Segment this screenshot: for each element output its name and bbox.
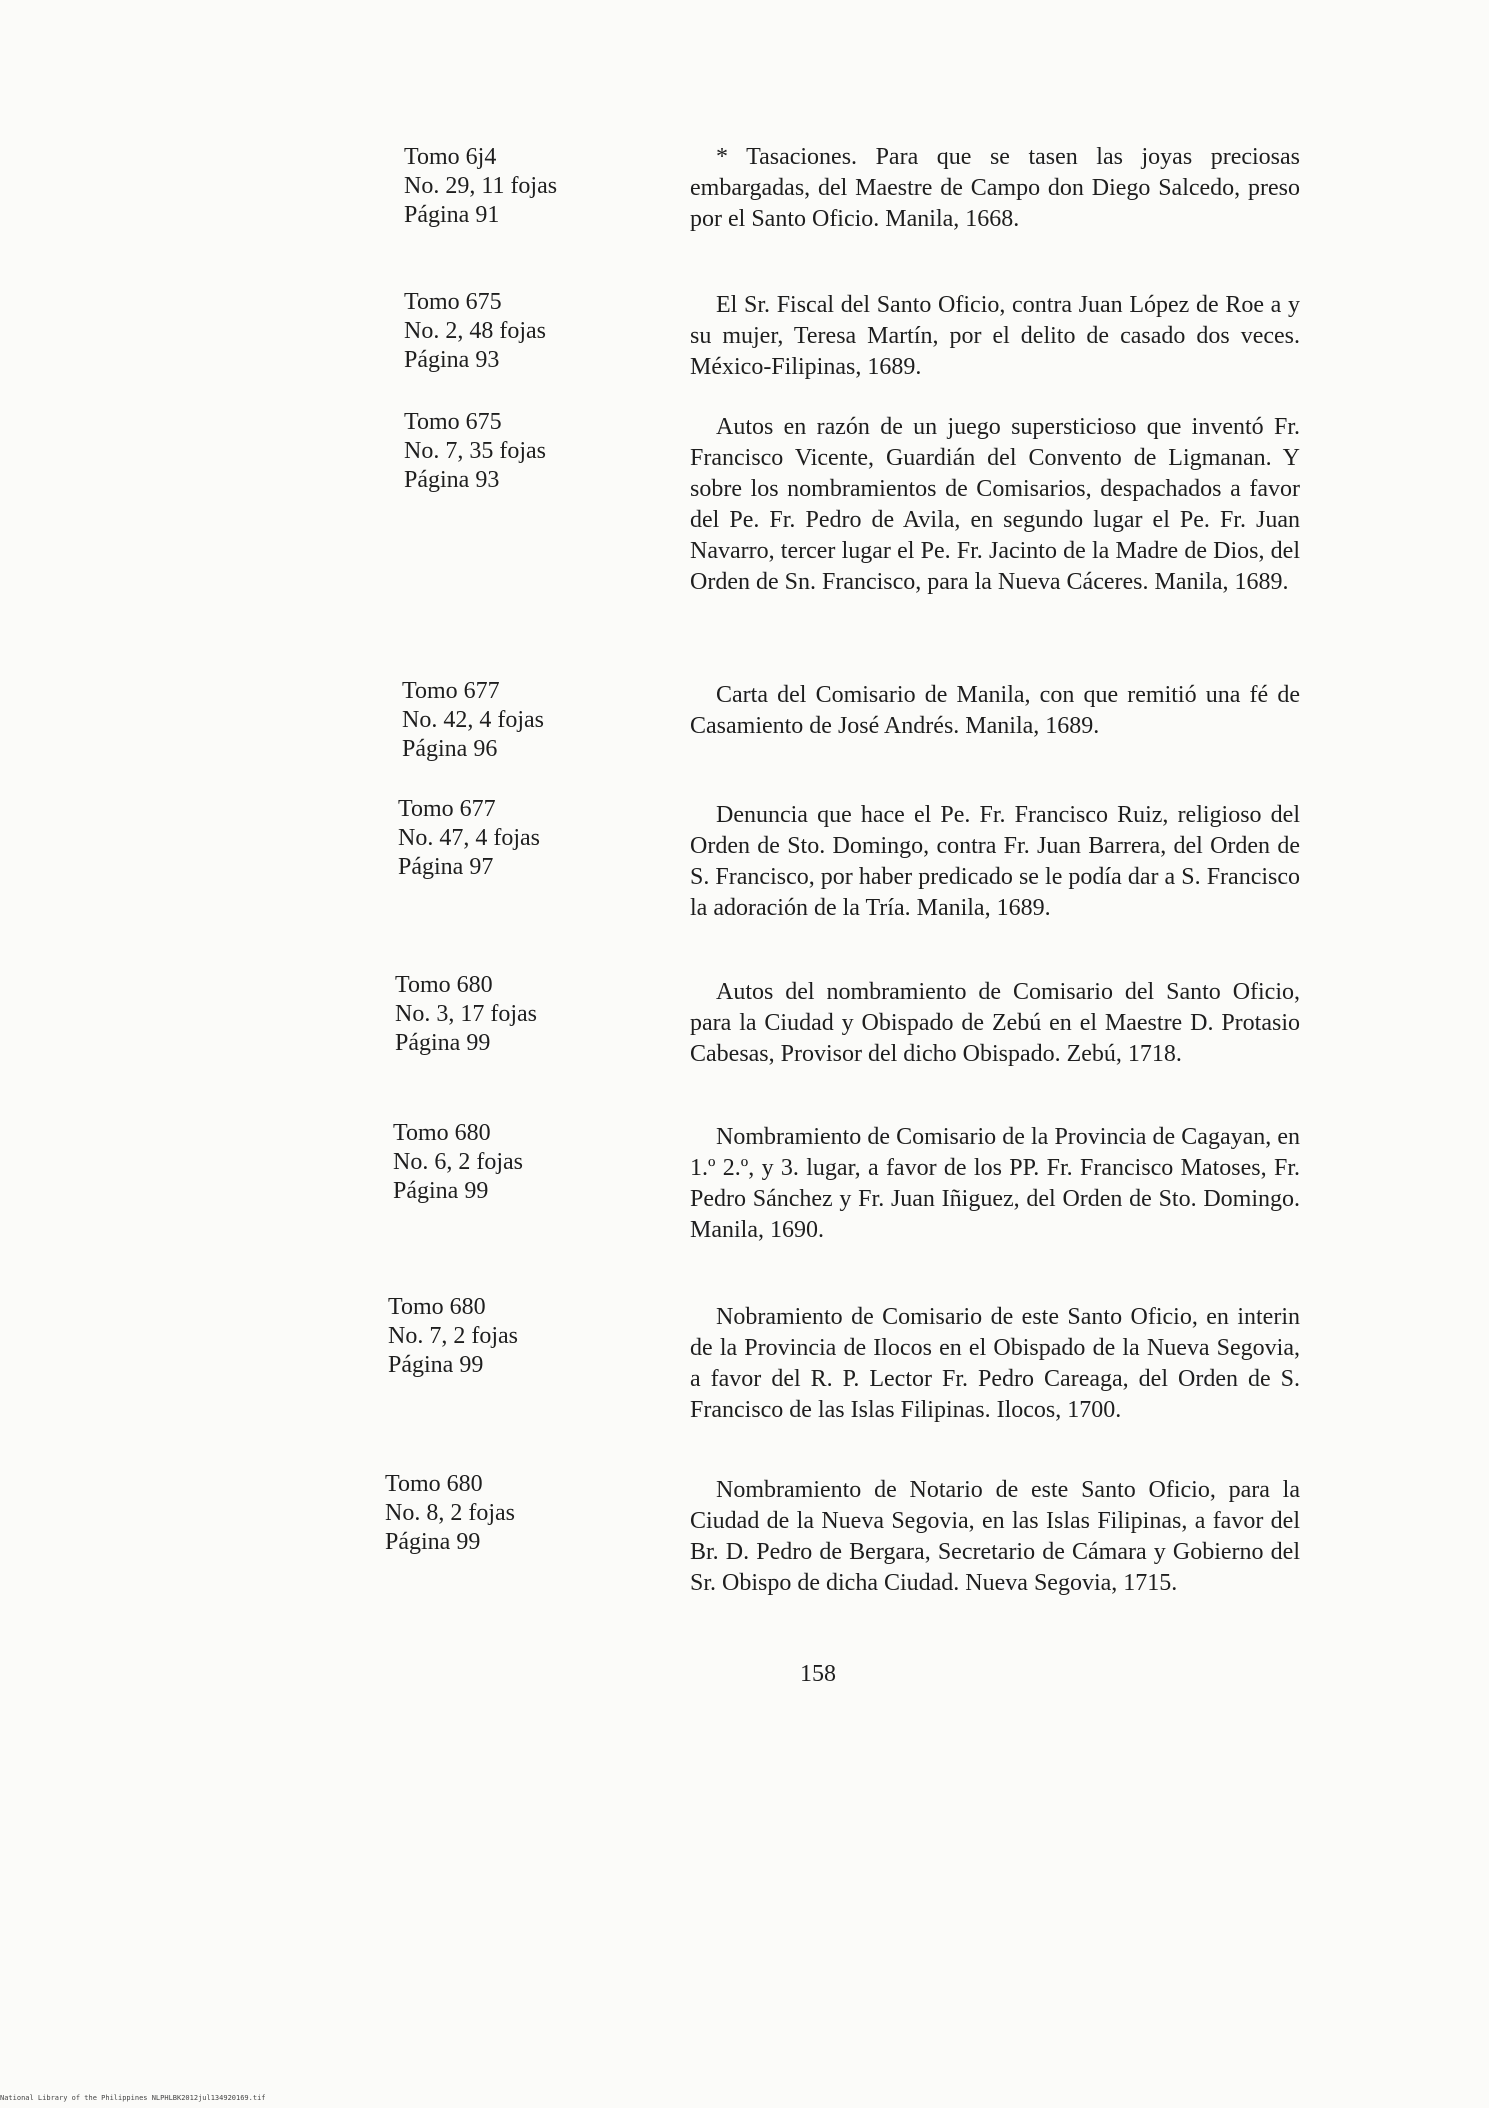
page-reference: Página 96 <box>402 736 498 762</box>
tomo-label: Tomo 680 <box>385 1471 483 1497</box>
folio-count: No. 3, 17 fojas <box>395 1001 537 1027</box>
folio-count: No. 8, 2 fojas <box>385 1500 515 1526</box>
entry-description: Denuncia que hace el Pe. Fr. Francisco Ruiz, religioso del Orden de Sto. Domingo, contra Fr. Juan Barrera, del Orden de S. Francisco, por haber predicado se le podía dar a S. Francisco la adoración de la Tría. Manila, 1689. <box>690 802 1300 921</box>
volume-reference <box>404 288 546 375</box>
entry-description: Carta del Comisario de Manila, con que remitió una fé de Casamiento de José Andrés. Manila, 1689. <box>690 682 1300 739</box>
tomo-label: Tomo 675 <box>404 409 502 435</box>
tomo-label: Tomo 675 <box>404 289 502 315</box>
folio-count: No. 42, 4 fojas <box>402 707 544 733</box>
page-reference: Página 93 <box>404 467 500 493</box>
entry-description: Nombramiento de Notario de este Santo Oficio, para la Ciudad de la Nueva Segovia, en las Islas Filipinas, a favor del Br. D. Pedro de Bergara, Secretario de Cámara y Gobierno del Sr. Obispo de dicha Ciudad. Nueva Segovia, 1715. <box>690 1477 1300 1596</box>
folio-count: No. 7, 2 fojas <box>388 1323 518 1349</box>
tomo-label: Tomo 680 <box>393 1120 491 1146</box>
page-reference: Página 99 <box>393 1178 489 1204</box>
entry-description: * Tasaciones. Para que se tasen las joyas preciosas embargadas, del Maestre de Campo don Diego Salcedo, preso por el Santo Oficio. Manila, 1668. <box>690 144 1300 232</box>
entry-description: Autos del nombramiento de Comisario del Santo Oficio, para la Ciudad y Obispado de Zebú en el Maestre D. Protasio Cabesas, Provisor del dicho Obispado. Zebú, 1718. <box>690 979 1300 1067</box>
tomo-label: Tomo 6j4 <box>404 144 497 170</box>
folio-count: No. 6, 2 fojas <box>393 1149 523 1175</box>
folio-count: No. 2, 48 fojas <box>404 318 546 344</box>
tomo-label: Tomo 680 <box>388 1294 486 1320</box>
volume-reference <box>385 1470 515 1557</box>
entry-description: Nobramiento de Comisario de este Santo Oficio, en interin de la Provincia de Ilocos en el Obispado de la Nueva Segovia, a favor del R. P. Lector Fr. Pedro Careaga, del Orden de S. Francisco de las Islas Filipinas. Ilocos, 1700. <box>690 1304 1300 1423</box>
entry-description: Nombramiento de Comisario de la Provincia de Cagayan, en 1.º 2.º, y 3. lugar, a favor de los PP. Fr. Francisco Matoses, Fr. Pedro Sánchez y Fr. Juan Iñiguez, del Orden de Sto. Domingo. Manila, 1690. <box>690 1124 1300 1243</box>
volume-reference <box>404 408 546 495</box>
volume-reference <box>395 971 537 1058</box>
page-reference: Página 99 <box>388 1352 484 1378</box>
folio-count: No. 29, 11 fojas <box>404 173 558 199</box>
page-reference: Página 91 <box>404 202 500 228</box>
page-reference: Página 99 <box>395 1030 491 1056</box>
folio-count: No. 7, 35 fojas <box>404 438 546 464</box>
volume-reference <box>402 677 544 764</box>
volume-reference <box>404 143 557 230</box>
page-reference: Página 97 <box>398 854 494 880</box>
volume-reference <box>388 1293 518 1380</box>
entry-description: El Sr. Fiscal del Santo Oficio, contra Juan López de Roe a y su mujer, Teresa Martín, por el delito de casado dos veces. México-Filipinas, 1689. <box>690 292 1300 380</box>
page-reference: Página 93 <box>404 347 500 373</box>
scan-footer: National Library of the Philippines NLPHLBK2012jul134920169.tif <box>0 2094 266 2102</box>
volume-reference <box>393 1119 523 1206</box>
tomo-label: Tomo 677 <box>398 796 496 822</box>
tomo-label: Tomo 680 <box>395 972 493 998</box>
page-reference: Página 99 <box>385 1529 481 1555</box>
volume-reference <box>398 795 540 882</box>
entry-description: Autos en razón de un juego supersticioso que inventó Fr. Francisco Vicente, Guardián del Convento de Ligmanan. Y sobre los nombramientos de Comisarios, despachados a favor del Pe. Fr. Pedro de Avila, en segundo lugar el Pe. Fr. Juan Navarro, tercer lugar el Pe. Fr. Jacinto de la Madre de Dios, del Orden de Sn. Francisco, para la Nueva Cáceres. Manila, 1689. <box>690 414 1300 595</box>
tomo-label: Tomo 677 <box>402 678 500 704</box>
folio-count: No. 47, 4 fojas <box>398 825 540 851</box>
page-number: 158 <box>800 1661 836 1687</box>
